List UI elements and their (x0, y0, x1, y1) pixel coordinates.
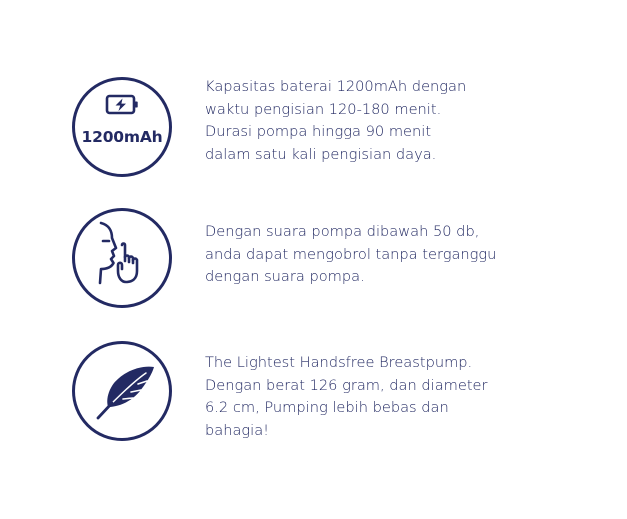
quiet-face-icon (75, 211, 169, 305)
battery-icon (75, 80, 169, 174)
description-line: 6.2 cm, Pumping lebih bebas dan (205, 399, 449, 416)
description-line: anda dapat mengobrol tanpa terganggu (205, 245, 497, 263)
feature-battery-description (205, 76, 605, 166)
description-line: Dengan suara pompa dibawah 50 db, (205, 223, 480, 240)
quiet-badge (72, 208, 172, 308)
description-line: The Lightest Handsfree Breastpump. (205, 354, 473, 371)
description-line: Kapasitas baterai 1200mAh dengan (205, 78, 467, 95)
description-line: Durasi pompa hingga 90 menit (205, 123, 432, 140)
description-line: waktu pengisian 120-180 menit. (205, 100, 442, 118)
description-line: bahagia! (205, 421, 270, 439)
description-line: dengan suara pompa. (205, 268, 365, 285)
description-line: dalam satu kali pengisian daya. (205, 145, 437, 163)
description-line: Dengan berat 126 gram, dan diameter (205, 376, 488, 394)
feature-lightweight-description (205, 352, 605, 442)
battery-capacity-label: 1200mAh (81, 128, 163, 146)
feature-quiet-description (205, 221, 605, 289)
feather-badge (72, 341, 172, 441)
feather-icon (75, 344, 169, 438)
battery-badge (72, 77, 172, 177)
